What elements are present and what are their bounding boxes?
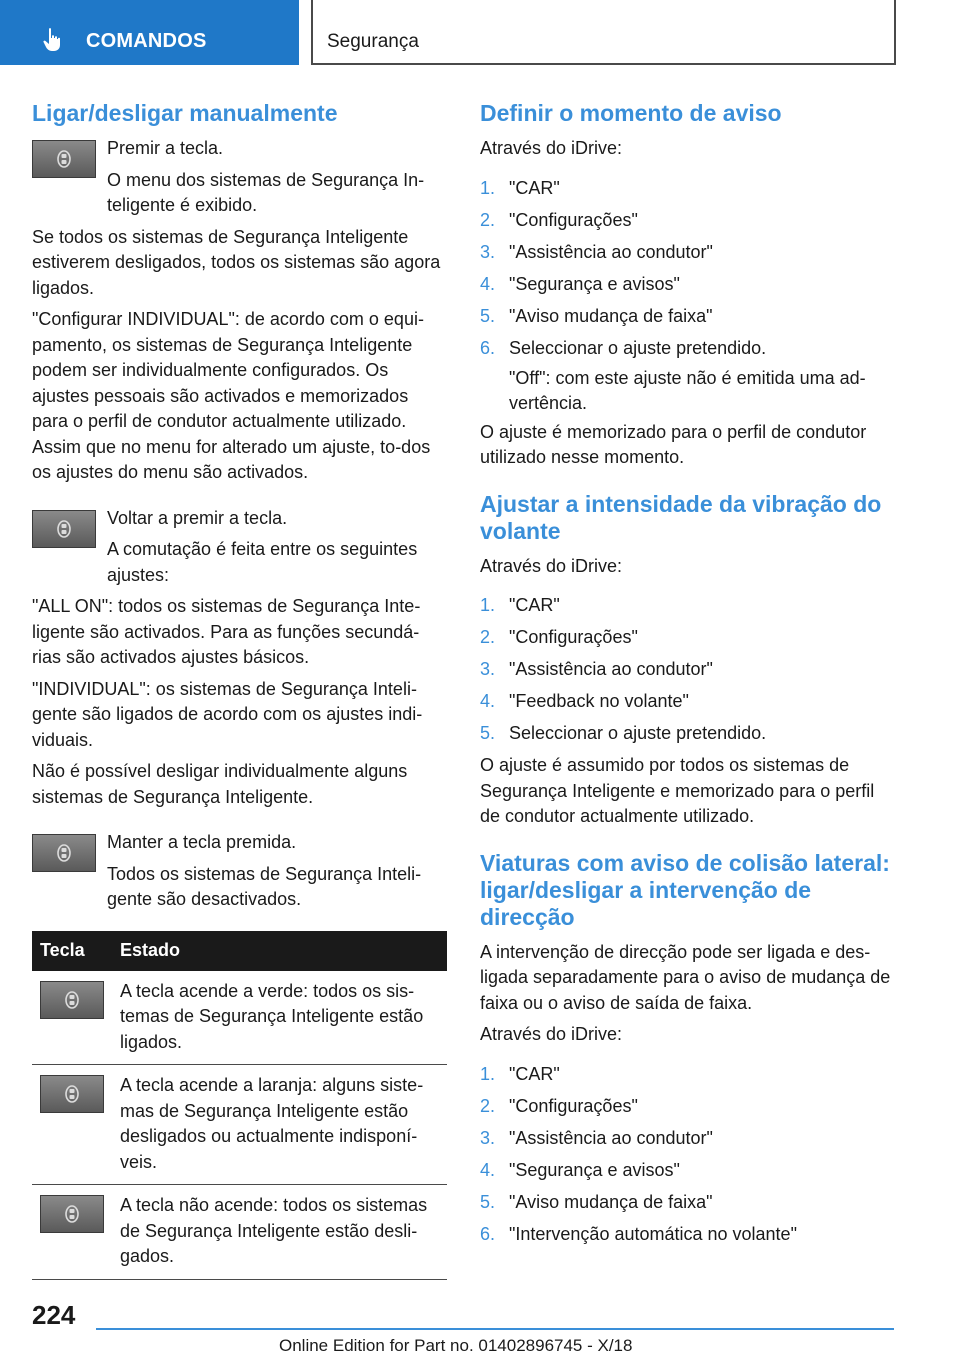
section-heading: Ajustar a intensidade da vibração do volante (480, 490, 882, 544)
section-heading: Definir o momento de aviso (480, 100, 782, 126)
list-item: 2. "Configurações" (480, 1095, 638, 1116)
paragraph: "INDIVIDUAL": os sistemas de Segurança Inteli‐gente são ligados de acordo com os ajustes indi‐viduais. (32, 678, 423, 750)
paragraph: Através do iDrive: (480, 138, 623, 158)
intelligent-safety-button-icon (40, 1195, 104, 1233)
intelligent-safety-button-icon (40, 981, 104, 1019)
table-header-state: Estado (112, 931, 447, 971)
list-item: 4. "Feedback no volante" (480, 691, 689, 711)
intelligent-safety-button-icon (32, 510, 96, 548)
chapter-tab[interactable] (0, 0, 299, 65)
table-cell: A tecla não acende: todos os sistemas de Segurança Inteligente estão desli‐gados. (112, 1185, 447, 1280)
paragraph: "Configurar INDIVIDUAL": de acordo com o equi‐pamento, os sistemas de Segurança Inteligente podem ser individualmente configurados. Os ajustes pessoais são activados e memorizados para o perfil de condutor actualmente utilizado. Assim que no menu for alterado um ajuste, to‐dos os ajustes do menu são activados. (32, 309, 431, 482)
instruction-text: O menu dos sistemas de Segurança In‐teligente é exibido. (107, 169, 425, 215)
list-item: 4. "Segurança e avisos" (480, 1159, 680, 1180)
instruction-block (32, 506, 447, 589)
table-row (32, 971, 447, 1065)
right-column (480, 100, 896, 1254)
table-row (32, 1065, 447, 1185)
hand-pointer-icon (40, 27, 66, 53)
list-item: 3. "Assistência ao condutor" (480, 1127, 713, 1148)
list-item: 5. Seleccionar o ajuste pretendido. (480, 723, 767, 743)
section-heading: Ligar/desligar manualmente (32, 100, 338, 126)
list-item: 5. "Aviso mudança de faixa" (480, 1191, 713, 1212)
list-item: 6. "Intervenção automática no volante" (480, 1223, 797, 1244)
intelligent-safety-button-icon (40, 1075, 104, 1113)
table-cell: A tecla acende a verde: todos os sis‐temas de Segurança Inteligente estão ligados. (112, 971, 447, 1065)
step-list (480, 1058, 896, 1250)
intelligent-safety-button-icon (32, 140, 96, 178)
instruction-block (32, 136, 447, 219)
footer-divider (96, 1328, 894, 1330)
chapter-label: COMANDOS (86, 30, 207, 52)
instruction-block (32, 830, 447, 913)
list-item: 6. Seleccionar o ajuste pretendido. "Off": com este ajuste não é emitida uma ad‐vertência. (480, 337, 866, 413)
step-list (480, 589, 896, 749)
table-cell: A tecla acende a laranja: alguns siste‐mas de Segurança Inteligente estão desligados ou actualmente indisponí‐veis. (112, 1065, 447, 1185)
list-item: 3. "Assistência ao condutor" (480, 241, 713, 262)
paragraph: "ALL ON": todos os sistemas de Segurança Inte‐ligente são activados. Para as funções secundá‐rias são activados ajustes básicos. (32, 596, 421, 667)
paragraph: A intervenção de direcção pode ser ligada e des‐ligada separadamente para o aviso de mudança de faixa ou o aviso de saída de faixa. (480, 941, 891, 1013)
instruction-text: Manter a tecla premida. (107, 832, 297, 852)
instruction-text: A comutação é feita entre os seguintes ajustes: (107, 539, 418, 585)
instruction-text: Premir a tecla. (107, 138, 224, 158)
table-row (32, 1185, 447, 1280)
table-header-key: Tecla (32, 931, 112, 971)
list-item: 2. "Configurações" (480, 209, 638, 230)
instruction-text: Voltar a premir a tecla. (107, 507, 288, 528)
status-table (32, 931, 447, 1280)
paragraph: Através do iDrive: (480, 1024, 623, 1044)
section-title: Segurança (327, 31, 419, 52)
paragraph: Não é possível desligar individualmente alguns sistemas de Segurança Inteligente. (32, 761, 408, 807)
instruction-text: Todos os sistemas de Segurança Inteli‐gente são desactivados. (107, 863, 422, 909)
section-heading: Viaturas com aviso de colisão lateral: ligar/desligar a intervenção de direcção (480, 849, 890, 930)
paragraph: O ajuste é assumido por todos os sistemas de Segurança Inteligente e memorizado para o perfil de condutor actualmente utilizado. (480, 755, 875, 826)
intelligent-safety-button-icon (32, 834, 96, 872)
list-item: 2. "Configurações" (480, 627, 638, 647)
paragraph: O ajuste é memorizado para o perfil de condutor utilizado nesse momento. (480, 421, 867, 467)
list-item: 1. "CAR" (480, 177, 560, 198)
left-column (32, 100, 447, 1280)
step-list (480, 172, 896, 416)
footer-edition: Online Edition for Part no. 01402896745 - X/18 (279, 1336, 633, 1355)
page-number: 224 (32, 1300, 76, 1330)
paragraph: Através do iDrive: (480, 555, 623, 576)
list-item: 3. "Assistência ao condutor" (480, 659, 713, 679)
list-item: 5. "Aviso mudança de faixa" (480, 305, 713, 326)
list-item: 1. "CAR" (480, 1063, 560, 1084)
list-item: 4. "Segurança e avisos" (480, 273, 680, 294)
section-header (311, 0, 896, 65)
list-item: 1. "CAR" (480, 595, 560, 615)
paragraph: Se todos os sistemas de Segurança Inteligente estiverem desligados, todos os sistemas são agora ligados. (32, 226, 441, 298)
